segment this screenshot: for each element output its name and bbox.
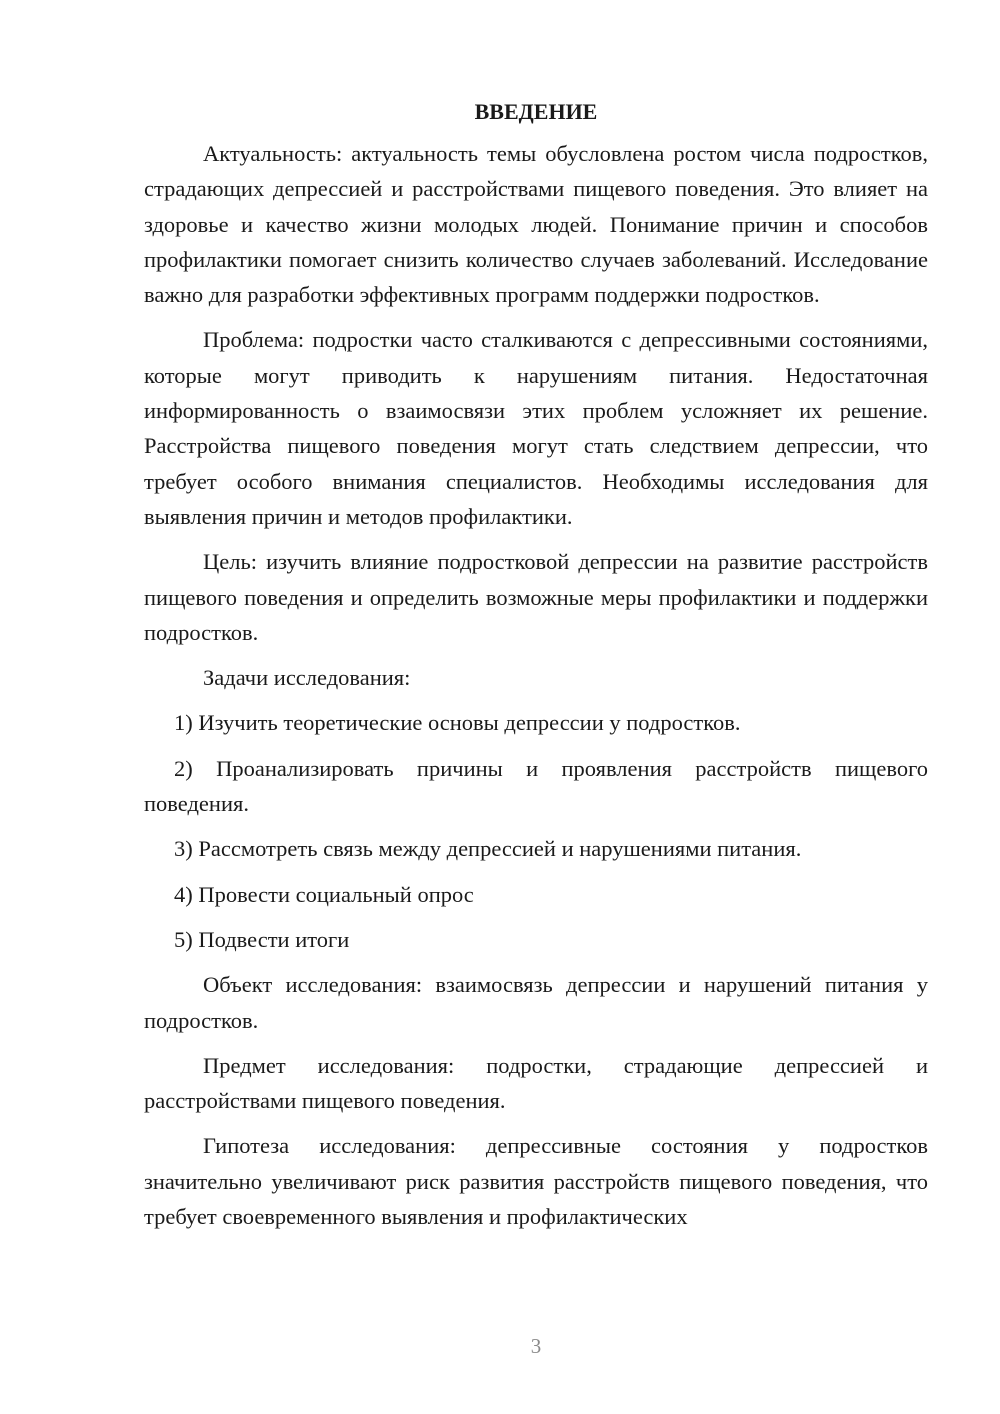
object-paragraph: Объект исследования: взаимосвязь депрессии и нарушений питания у подростков. (144, 972, 928, 1033)
goal-paragraph: Цель: изучить влияние подростковой депрессии на развитие расстройств пищевого поведения и определить возможные меры профилактики и поддержки подростков. (144, 549, 928, 645)
tasks-heading: Задачи исследования: (203, 665, 411, 691)
task-item-1: 1) Изучить теоретические основы депрессии у подростков. (174, 710, 741, 736)
section-heading: ВВЕДЕНИЕ (474, 99, 598, 124)
page-number: 3 (530, 1334, 542, 1358)
page-content (144, 94, 928, 1244)
subject-paragraph: Предмет исследования: подростки, страдающие депрессией и расстройствами пищевого поведения. (144, 1052, 928, 1114)
task-item-5: 5) Подвести итоги (174, 926, 350, 952)
task-item-3: 3) Рассмотреть связь между депрессией и нарушениями питания. (174, 836, 802, 862)
hypothesis-paragraph: Гипотеза исследования: депрессивные состояния у подростков значительно увеличивают риск развития расстройств пищевого поведения, что требует своевременного выявления и профилактических (144, 1133, 928, 1230)
problem-paragraph: Проблема: подростки часто сталкиваются с депрессивными состояниями, которые могут приводить к нарушениям питания. Недостаточная информированность о взаимосвязи этих проблем усложняет их решение. Расстройства пищевого поведения могут стать следствием депрессии, что требует особого внимания специалистов. Необходимы исследования для выявления причин и методов профилактики. (144, 327, 928, 529)
task-item-4: 4) Провести социальный опрос (174, 881, 474, 907)
relevance-paragraph: Актуальность: актуальность темы обусловлена ростом числа подростков, страдающих депрессией и расстройствами пищевого поведения. Это влияет на здоровье и качество жизни молодых людей. Понимание причин и способов профилактики помогает снизить количество случаев заболеваний. Исследование важно для разработки эффективных программ поддержки подростков. (144, 141, 928, 308)
task-item-2: 2) Проанализировать причины и проявления расстройств пищевого поведения. (144, 755, 928, 817)
